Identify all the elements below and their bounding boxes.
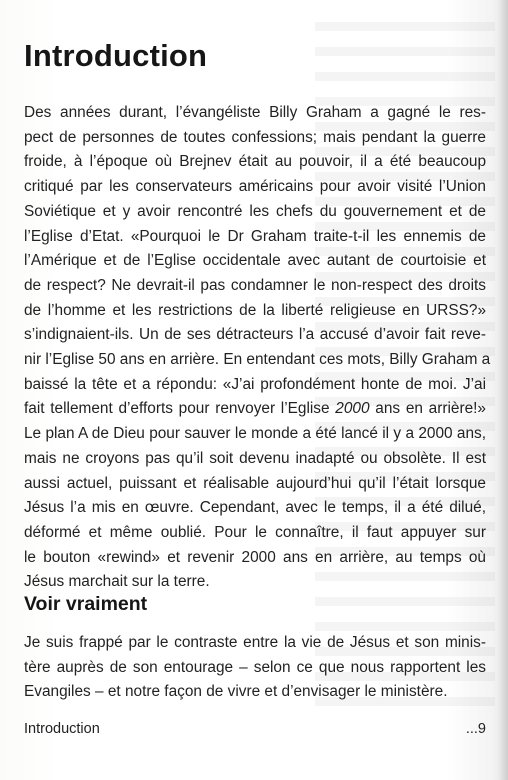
text-segment: ans en arrière!» — [369, 400, 486, 418]
text-line: le bouton «rewind» et revenir 2000 ans en arrière, au temps où — [24, 548, 486, 566]
text-line: critiqué par les conservateurs américains pour avoir visité l’Union — [24, 178, 486, 196]
text-line: aussi actuel, puissant et réalisable aujourd’hui qu’il l’était lorsque — [24, 474, 486, 492]
text-line: Jésus l’a mis en œuvre. Cependant, avec le temps, il a été dilué, — [24, 499, 486, 517]
text-line: Jésus marchait sur la terre. — [24, 573, 210, 591]
text-line: Soviétique et y avoir rencontré les chefs du gouvernement et de — [24, 202, 486, 220]
text-line: pect de personnes de toutes confessions; mais pendant la guerre — [24, 128, 486, 146]
page-number: ...9 — [465, 721, 486, 737]
text-line: Des années durant, l’évangéliste Billy Graham a gagné le res- — [24, 104, 486, 121]
text-line: de l’homme et les restrictions de la liberté religieuse en URSS?» — [24, 301, 486, 319]
text-line-with-emphasis — [24, 397, 486, 422]
text-line: l’Eglise d’Etat. «Pourquoi le Dr Graham traite-t-il les ennemis de — [24, 227, 486, 245]
text-line: de respect? Ne devrait-il pas condamner le non-respect des droits — [24, 276, 486, 294]
paragraph-2 — [24, 631, 486, 705]
text-line: s’indignaient-ils. Un de ses détracteurs l’a accusé d’avoir fait reve- — [24, 326, 486, 344]
paragraph-1 — [24, 101, 491, 595]
chapter-heading: Introduction — [24, 38, 208, 73]
page-edge-shadow — [498, 0, 508, 780]
emphasized-number: 2000 — [335, 400, 370, 418]
section-heading: Voir vraiment — [24, 593, 148, 615]
text-line: mais ne croyons pas qu’il soit devenu inadapté ou obsolète. Il est — [24, 449, 486, 467]
text-line: déformé et même oublié. Pour le connaître, il faut appuyer sur — [24, 523, 486, 541]
running-footer-title: Introduction — [24, 721, 100, 737]
text-line: tère auprès de son entourage – selon ce que nous rapportent les — [24, 658, 486, 676]
text-line: l’Amérique et de l’Eglise occidentale avec autant de courtoisie et — [24, 252, 486, 270]
text-line: nir l’Eglise 50 ans en arrière. En entendant ces mots, Billy Graham a — [24, 351, 491, 369]
text-line: baissé la tête et a répondu: «J’ai profondément honte de moi. J’ai — [24, 375, 486, 393]
text-line: Je suis frappé par le contraste entre la vie de Jésus et son minis- — [24, 634, 486, 651]
text-line: Evangiles – et notre façon de vivre et d’envisager le ministère. — [24, 683, 448, 701]
text-line: froide, à l’époque où Brejnev était au pouvoir, il a été beaucoup — [24, 153, 486, 171]
text-line: Le plan A de Dieu pour sauver le monde a été lancé il y a 2000 ans, — [24, 425, 486, 443]
text-segment: fait tellement d’efforts pour renvoyer l’Eglise — [24, 400, 336, 418]
